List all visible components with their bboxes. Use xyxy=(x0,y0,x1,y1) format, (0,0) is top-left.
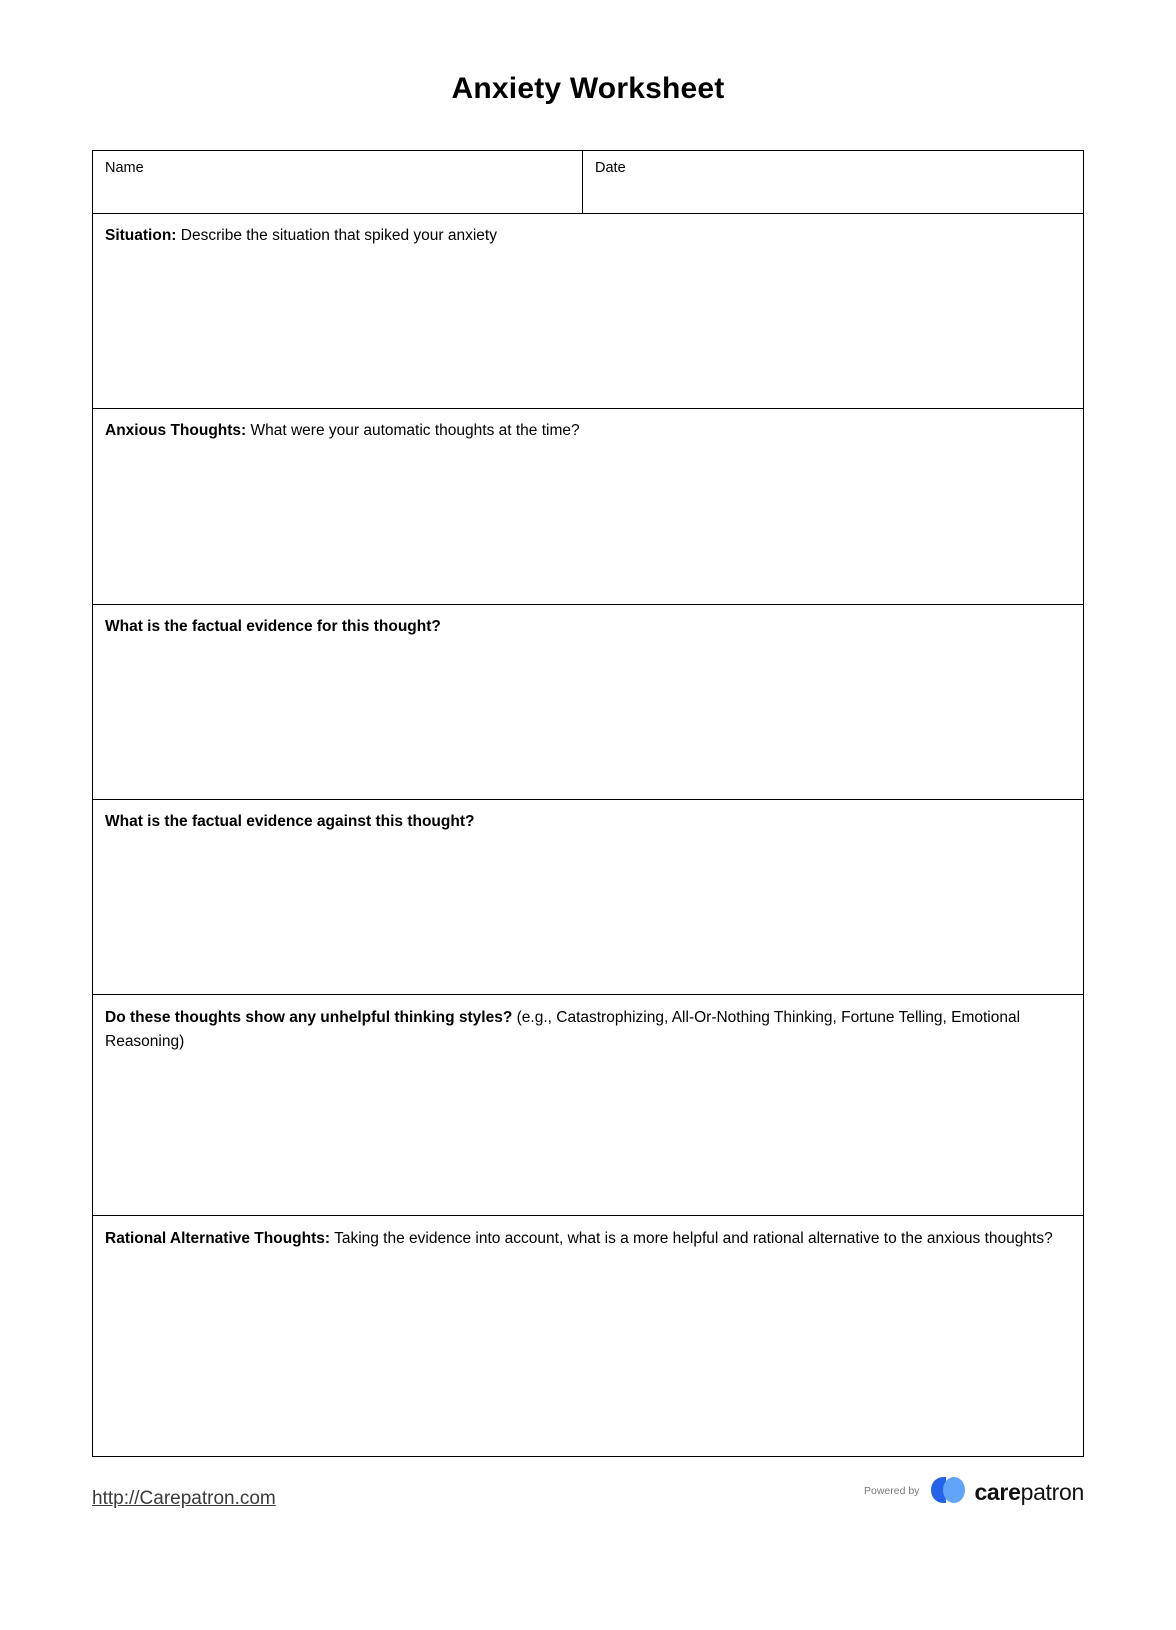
section-evidence-for-label xyxy=(93,605,1083,639)
section-rational-alternative-label xyxy=(93,1216,1083,1251)
section-situation-label-rest: Describe the situation that spiked your anxiety xyxy=(176,227,497,244)
brand-bold: care xyxy=(974,1479,1021,1505)
section-situation[interactable] xyxy=(93,214,1083,409)
brand-block xyxy=(864,1475,1084,1510)
powered-by-label: Powered by xyxy=(863,1485,920,1497)
page-footer xyxy=(92,1475,1084,1510)
brand-light: patron xyxy=(1020,1479,1084,1505)
carepatron-wordmark xyxy=(974,1479,1084,1506)
page-title: Anxiety Worksheet xyxy=(451,72,725,105)
name-label: Name xyxy=(105,160,144,176)
section-rational-alternative-label-bold: Rational Alternative Thoughts: xyxy=(105,1230,331,1247)
section-thinking-styles-label-rest: (e.g., Catastrophizing, All-Or-Nothing Thinking, Fortune Telling, Emotional Reasoning) xyxy=(105,1009,1021,1051)
name-field[interactable] xyxy=(93,151,583,213)
carepatron-mark-icon xyxy=(929,1475,967,1510)
section-situation-label-bold: Situation: xyxy=(105,227,177,244)
date-label: Date xyxy=(595,160,626,176)
section-rational-alternative[interactable] xyxy=(93,1216,1083,1456)
section-anxious-thoughts-label xyxy=(93,409,1083,443)
section-thinking-styles-label xyxy=(93,995,1083,1054)
section-evidence-for-label-bold: What is the factual evidence for this thought? xyxy=(105,618,441,635)
carepatron-logo xyxy=(929,1475,1084,1510)
worksheet-table xyxy=(92,150,1084,1457)
section-situation-label xyxy=(93,214,1083,248)
name-date-row xyxy=(93,151,1083,214)
section-evidence-against-label-bold: What is the factual evidence against this thought? xyxy=(105,813,475,830)
section-anxious-thoughts-label-bold: Anxious Thoughts: xyxy=(105,422,247,439)
section-thinking-styles-label-bold: Do these thoughts show any unhelpful thinking styles? xyxy=(105,1009,513,1026)
section-anxious-thoughts[interactable] xyxy=(93,409,1083,605)
section-thinking-styles[interactable] xyxy=(93,995,1083,1216)
section-anxious-thoughts-label-rest: What were your automatic thoughts at the time? xyxy=(246,422,580,439)
section-evidence-against[interactable] xyxy=(93,800,1083,995)
date-field[interactable] xyxy=(583,151,1083,213)
carepatron-link[interactable]: http://Carepatron.com xyxy=(92,1488,276,1509)
section-evidence-for[interactable] xyxy=(93,605,1083,800)
section-rational-alternative-label-rest: Taking the evidence into account, what is a more helpful and rational alternative to the anxious thoughts? xyxy=(330,1230,1053,1247)
section-evidence-against-label xyxy=(93,800,1083,834)
